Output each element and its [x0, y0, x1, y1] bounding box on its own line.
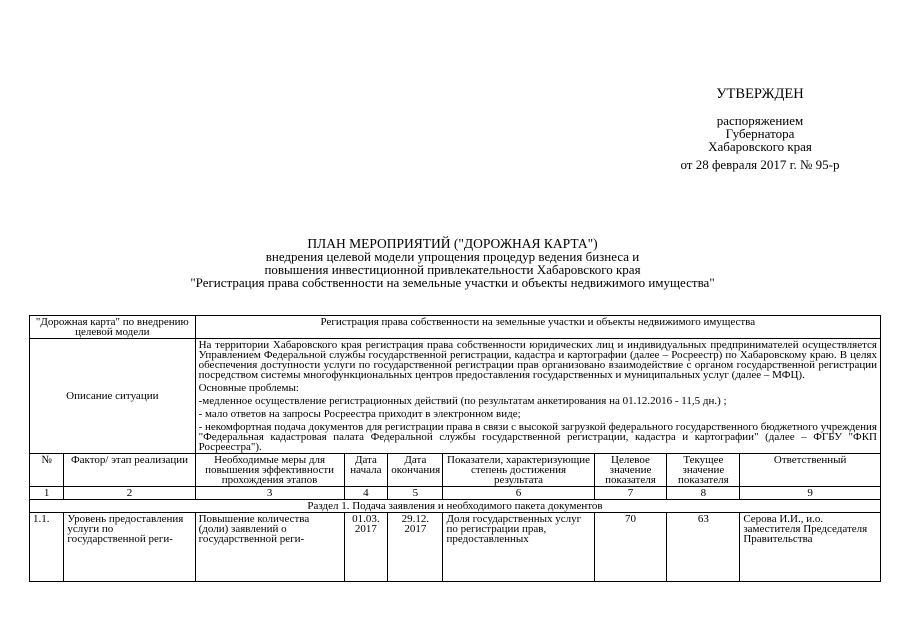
roadmap-table: [29, 315, 881, 582]
header-num: №: [30, 454, 64, 487]
problem-item: - некомфортная подача документов для регистрации права в связи с высокой загрузкой федерального государственного бюджетного учреждения "Федеральная кадастровая палата Федеральной службы государственной регистрации, кадастра и картографии" (далее – ФГБУ "ФКП Росреестра").: [198, 421, 877, 453]
header-factor: Фактор/ этап реализации: [64, 454, 195, 487]
header-target: Целевое значение показателя: [594, 454, 667, 487]
approval-line: Хабаровского края: [708, 139, 812, 154]
column-number: 5: [388, 487, 443, 500]
header-start: Дата начала: [344, 454, 388, 487]
column-number: 9: [740, 487, 881, 500]
section-row: [30, 500, 881, 513]
roadmap-label-cell: [30, 316, 196, 339]
approval-heading: УТВЕРЖДЕН: [716, 86, 804, 102]
header-measures: Необходимые меры для повышения эффективности прохождения этапов: [195, 454, 344, 487]
approval-line: Губернатора: [725, 126, 795, 141]
header-end: Дата окончания: [388, 454, 443, 487]
roadmap-value: Регистрация права собственности на земельные участки и объекты недвижимого имущества: [320, 316, 756, 328]
situation-label-cell: [30, 339, 196, 454]
column-number: 3: [195, 487, 344, 500]
header-indicator: Показатели, характеризующие степень достижения результата: [443, 454, 594, 487]
plan-subtitle-line: "Регистрация права собственности на земельные участки и объекты недвижимого имущества": [190, 275, 715, 290]
roadmap-value-cell: [195, 316, 880, 339]
row-current: 63: [667, 513, 740, 582]
row-end: 29.12. 2017: [388, 513, 443, 582]
approval-line: распоряжением: [716, 113, 804, 128]
table-row: [30, 513, 881, 582]
situation-row: [30, 339, 881, 454]
section-title: Раздел 1. Подача заявления и необходимого пакета документов: [30, 500, 881, 513]
column-number: 4: [344, 487, 388, 500]
row-indicator: Доля государственных услуг по регистрации прав, предоставленных: [443, 513, 594, 582]
column-number: 6: [443, 487, 594, 500]
situation-label: Описание ситуации: [66, 390, 159, 402]
row-factor: Уровень предоставления услуги по государственной реги-: [64, 513, 195, 582]
approval-date: от 28 февраля 2017 г. № 95-р: [680, 157, 840, 172]
approval-block: [640, 88, 880, 171]
row-num: 1.1.: [30, 513, 64, 582]
plan-title-block: [60, 237, 845, 289]
header-current: Текущее значение показателя: [667, 454, 740, 487]
plan-title: ПЛАН МЕРОПРИЯТИЙ ("ДОРОЖНАЯ КАРТА"): [307, 236, 598, 251]
situation-description-cell: [195, 339, 880, 454]
row-start: 01.03. 2017: [344, 513, 388, 582]
column-number: 8: [667, 487, 740, 500]
header-responsible: Ответственный: [740, 454, 881, 487]
row-measures: Повышение количества (доли) заявлений о государственной реги-: [195, 513, 344, 582]
row-responsible: Серова И.И., и.о. заместителя Председателя Правительства: [740, 513, 881, 582]
column-number: 2: [64, 487, 195, 500]
column-number: 1: [30, 487, 64, 500]
problems-heading: Основные проблемы:: [198, 382, 299, 394]
roadmap-label: "Дорожная карта" по внедрению целевой модели: [35, 316, 189, 338]
column-number: 7: [594, 487, 667, 500]
column-number-row: [30, 487, 881, 500]
header-row: [30, 454, 881, 487]
plan-subtitle-line: внедрения целевой модели упрощения процедур ведения бизнеса и: [265, 249, 640, 264]
situation-intro: На территории Хабаровского края регистрация права собственности юридических лиц и индивидуальных предпринимателей осуществляется Управлением Федеральной службы государственной регистрации, кадастра и картографии (далее – Росреестр) по Хабаровскому краю. В целях обеспечения доступности услуги по государственной регистрации прав организовано взаимодействие с органом государственной регистрации посредством системы многофункциональных центров предоставления государственных и муниципальных услуг (далее – МФЦ).: [198, 339, 877, 381]
roadmap-label-row: [30, 316, 881, 339]
problem-item: - мало ответов на запросы Росреестра приходит в электронном виде;: [198, 408, 521, 420]
row-target: 70: [594, 513, 667, 582]
plan-subtitle-line: повышения инвестиционной привлекательности Хабаровского края: [264, 262, 641, 277]
problem-item: -медленное осуществление регистрационных действий (по результатам анкетирования на 01.12.2016 - 11,5 дн.) ;: [198, 395, 727, 407]
